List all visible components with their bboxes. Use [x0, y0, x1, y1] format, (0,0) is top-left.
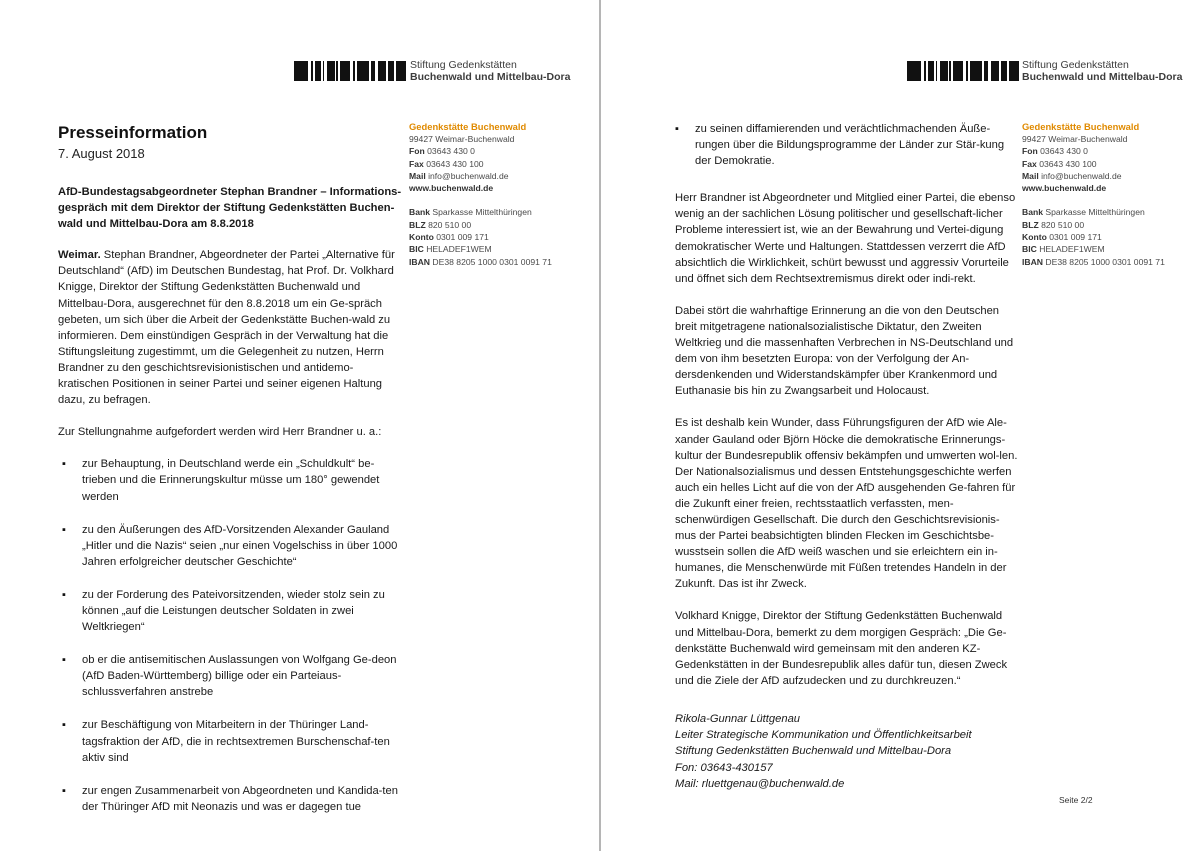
body-paragraph: Volkhard Knigge, Direktor der Stiftung Gedenkstätten Buchenwald und Mittelbau-Dora, bemerkt zu dem morgigen Gespräch: „Die Ge-denkstätte Buchenwald wird gemeinsam mit den anderen KZ-Gedenkstätten in der Bundesrepublik alles dafür tun, diesen Zweck und die Ziele der AfD aufzudecken und zu durchkreuzen.“ [675, 610, 1008, 687]
body-paragraph: Dabei stört die wahrhaftige Erinnerung an die von den Deutschen breit mitgetragene nationalsozialistische Diktatur, den Zweiten Weltkrieg und die massenhaften Verbrechen in NS-Deutschland und dem von ihm besetzten Europa: von der Verfolgung der An-dersdenkenden und Widerstandskämpfer über Krankenmord und Euthanasie bis hin zu Zwangsarbeit und Holocaust. [675, 304, 1014, 398]
sidebar-address: 99427 Weimar-Buchenwald [409, 134, 515, 144]
sidebar-iban: IBAN DE38 8205 1000 0301 0091 71 [409, 256, 552, 267]
body-paragraph: Herr Brandner ist Abgeordneter und Mitglied einer Partei, die ebenso wenig an der sachlichen Lösung politischer und gesellschaft-licher Probleme interessiert ist, wie an der Bewahrung und Vertei-digung demokratischer Werte und Haltungen. Stattdessen verzerrt die AfD absichtlich die Wirklichkeit, schürt bewusst und aggressiv Vorurteile und öffnet sich dem Rechtsextremismus direkt oder indi-rekt. [675, 192, 1016, 285]
demands-list-continued [671, 121, 1018, 169]
sidebar-fon: Fon 03643 430 0 [409, 146, 475, 157]
page-number: Seite 2/2 [1059, 795, 1093, 805]
signature-block [675, 711, 1018, 792]
sidebar-bic: BIC HELADEF1WEM [409, 244, 492, 255]
sidebar-fax: Fax 03643 430 100 [409, 158, 484, 169]
list-item: ▪ zu seinen diffamierenden und verächtlichmachenden Äuße-rungen über die Bildungsprogramme der Länder zur Stär-kung der Demokratie. [671, 121, 1018, 169]
logo-barcode-icon [294, 61, 406, 81]
bullets-lead: Zur Stellungnahme aufgefordert werden wird Herr Brandner u. a.: [58, 426, 382, 439]
contact-sidebar [1022, 120, 1197, 268]
headline: AfD-Bundestagsabgeordneter Stephan Brandner – Informations-gespräch mit dem Direktor der Stiftung Gedenkstätten Buchen-wald und Mittelbau-Dora am 8.8.2018 [58, 186, 402, 231]
sidebar-bank: Bank Sparkasse Mittelthüringen [409, 207, 532, 218]
signature-role: Leiter Strategische Kommunikation und Öffentlichkeitsarbeit [675, 729, 972, 742]
sidebar-fax: Fax 03643 430 100 [1022, 158, 1097, 169]
letterhead [1022, 59, 1182, 83]
page-2-body [675, 121, 1018, 792]
sidebar-konto: Konto 0301 009 171 [1022, 232, 1102, 243]
list-item: ▪ zu der Forderung des Pateivorsitzenden, wieder stolz sein zu können „auf die Leistungen deutscher Soldaten in zwei Weltkriegen“ [58, 587, 403, 635]
body-paragraph: Es ist deshalb kein Wunder, dass Führungsfiguren der AfD wie Ale-xander Gauland oder Björn Höcke die demokratische Erinnerungs-kultur der Bundesrepublik offensiv bekämpfen und umwerten wol-len. Der Nationalsozialismus und dessen Entstehungsgeschichte werfen auch ein helles Licht auf die von der AfD ausgehenden Ge-fahren für die Zukunft einer freien, rechtsstaatlich verfassten, men-schenwürdigen Gesellschaft. Die durch den Geschichtsrevisionis-mus der Partei beabsichtigten blinden Flecken im Geschichtsbe-wusstsein sollen die AfD weiß waschen und sie erleichtern ein in-humanes, die Menschenwürde mit Füßen tretendes Handeln in der Zukunft. Das ist ihr Zweck. [675, 417, 1018, 591]
sidebar-mail: Mail info@buchenwald.de [409, 170, 509, 181]
sidebar-web: www.buchenwald.de [1022, 183, 1107, 194]
letterhead-line-1: Stiftung Gedenkstätten [410, 59, 517, 71]
list-item: ▪ zur Behauptung, in Deutschland werde ein „Schuldkult“ be-trieben und die Erinnerungskultur müsse um 180° gewendet werden [58, 456, 403, 504]
letterhead-line-2: Buchenwald und Mittelbau-Dora [1022, 71, 1183, 83]
sidebar-blz: BLZ 820 510 00 [1022, 219, 1085, 230]
list-item: ▪ zur engen Zusammenarbeit von Abgeordneten und Kandida-ten der Thüringer AfD mit Neonazis und was er dagegen tue [58, 783, 403, 815]
sidebar-bic: BIC HELADEF1WEM [1022, 244, 1105, 255]
page-title: Presseinformation [58, 123, 208, 142]
letterhead [410, 59, 570, 83]
sidebar-org: Gedenkstätte Buchenwald [409, 121, 527, 132]
demands-list [58, 456, 403, 815]
sidebar-web: www.buchenwald.de [409, 183, 494, 194]
letterhead-line-2: Buchenwald und Mittelbau-Dora [410, 71, 571, 83]
sidebar-address: 99427 Weimar-Buchenwald [1022, 134, 1128, 144]
document-date: 7. August 2018 [58, 146, 145, 161]
signature-name: Rikola-Gunnar Lüttgenau [675, 712, 801, 725]
sidebar-mail: Mail info@buchenwald.de [1022, 170, 1122, 181]
signature-phone: Fon: 03643-430157 [675, 761, 773, 774]
logo-barcode-icon [907, 61, 1019, 81]
sidebar-blz: BLZ 820 510 00 [409, 219, 472, 230]
document-page-2 [601, 0, 1200, 851]
letterhead-line-1: Stiftung Gedenkstätten [1022, 59, 1129, 71]
sidebar-iban: IBAN DE38 8205 1000 0301 0091 71 [1022, 256, 1165, 267]
list-item: ▪ zu den Äußerungen des AfD-Vorsitzenden Alexander Gauland „Hitler und die Nazis“ seien „nur einen Vogelschiss in über 1000 Jahren erfolgreicher deutscher Geschichte“ [58, 522, 403, 570]
list-item: ▪ ob er die antisemitischen Auslassungen von Wolfgang Ge-deon (AfD Baden-Württemberg) billige oder ein Parteiaus-schlussverfahren anstrebe [58, 652, 403, 700]
intro-paragraph: Weimar. Stephan Brandner, Abgeordneter der Partei „Alternative für Deutschland“ (AfD) im Deutschen Bundestag, hat Prof. Dr. Volkhard Knigge, Direktor der Stiftung Gedenkstätten Buchenwald und Mittelbau-Dora, ausgerechnet für den 8.8.2018 um ein Ge-spräch gebeten, um sich über die Arbeit der Gedenkstätte Buchen-wald zu informieren. Dem einstündigen Gespräch in der Verwaltung hat die Stiftungsleitung zugestimmt, um die Gelegenheit zu nutzen, Herrn Brandner zu den geschichtsrevisionistischen und antidemo-kratischen Positionen in seiner Partei und seiner eigenen Haltung dazu, zu befragen. [58, 249, 395, 407]
document-page-1 [0, 0, 599, 851]
page-1-body [58, 184, 403, 832]
sidebar-konto: Konto 0301 009 171 [409, 232, 489, 243]
list-item: ▪ zur Beschäftigung von Mitarbeitern in der Thüringer Land-tagsfraktion der AfD, die in rechtsextremen Burschenschaf-ten aktiv sind [58, 717, 403, 765]
sidebar-fon: Fon 03643 430 0 [1022, 146, 1088, 157]
signature-mail: Mail: rluettgenau@buchenwald.de [675, 777, 845, 790]
signature-org: Stiftung Gedenkstätten Buchenwald und Mittelbau-Dora [675, 745, 952, 758]
sidebar-org: Gedenkstätte Buchenwald [1022, 121, 1140, 132]
contact-sidebar [409, 120, 584, 268]
sidebar-bank: Bank Sparkasse Mittelthüringen [1022, 207, 1145, 218]
